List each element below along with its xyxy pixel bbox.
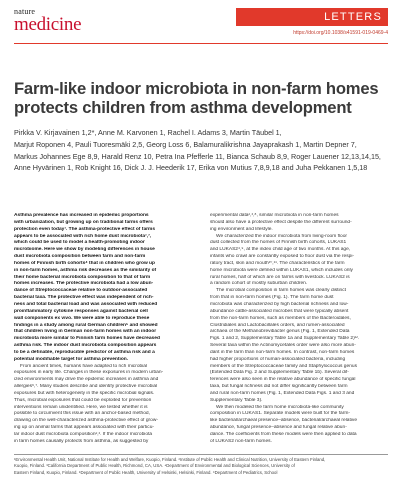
body-text-line: homes increases. The protective microbiota had a low abun- <box>14 281 154 287</box>
body-text-line: microbiota more similar to Finnish farm homes have decreased <box>14 336 160 342</box>
body-text-line: We then modeled the farm home microbiota-like community <box>216 404 344 410</box>
body-text-line: findings in a study among rural German children⁵ and showed <box>14 322 158 328</box>
body-text-line: microbiome. Here we show by modeling differences in house <box>14 247 155 253</box>
body-text-line: should also have a protective effect despite the different surround- <box>210 219 352 225</box>
body-text-line: wall components ex vivo. We were able to reproduce these <box>14 315 150 321</box>
body-text-line: from that in non-farm homes (Fig. 1). The farm home dust <box>210 295 334 301</box>
body-text-line: taxa, but fungal richness did not differ significantly between farm <box>210 384 348 390</box>
article-title <box>14 79 390 117</box>
body-text-line: like bacterial/archaeal presence–absence, bacterial/archaeal relative <box>210 418 358 424</box>
body-text-line: appears to be associated with rich home dust microbiota²,³, <box>14 233 151 239</box>
body-text-line: Figs. 1 and 2, Supplementary Table 1a and Supplementary Table 2)¹². <box>210 336 360 342</box>
journal-brand-bottom: medicine <box>14 14 82 35</box>
body-text-line: Supplementary Table 3). <box>210 397 263 403</box>
body-text-line: with urbanization, but growing up on traditional farms offers <box>14 219 153 225</box>
body-text-line: dust collected from the homes of Finnish birth cohorts, LUKAS1 <box>210 240 347 246</box>
body-text-line: dant in the farm than non-farm homes. In contrast, non-farm homes <box>210 349 355 355</box>
body-text-line: lar indoor dust microbiota composition²,³. If the indoor microbiota <box>14 432 153 437</box>
body-text-line: in farm homes causally protects from asthma, as suggested by <box>14 438 149 444</box>
body-text-line: (Extended Data Fig. 2 and Supplementary Table 1b). Several dif- <box>210 370 349 376</box>
body-text-line: interventions remain unidentified. Here, we tested whether it is <box>14 404 148 410</box>
body-text-line: composition in LUKAS1. Separate models were built for the farm- <box>210 411 350 417</box>
body-text-line: allergies⁶,⁷. Many studies describe and identify protective microbial <box>14 384 158 390</box>
body-text-line: microbiota was characterized by high bacterial richness and low- <box>210 301 349 307</box>
body-text-line: to be a definable, reproducible predictor of asthma risk and a <box>14 349 155 355</box>
affiliation-line: Kuopio, Finland. ³California Department of Public Health, Richmond, CA, USA. ⁴Department of Environmental and Biological Sciences, University of <box>14 463 295 469</box>
body-text-line: ing up on animal farms that appears associated with their particu- <box>14 425 155 431</box>
body-text-line: archaea of the Methanobrevibacter genus (Fig. 1, Extended Data <box>210 329 350 335</box>
body-text-line: ing environment and lifestyle. <box>210 226 273 232</box>
title-line: Farm-like indoor microbiota in non-farm homes <box>14 79 379 98</box>
body-text-line: that children living in German non-farm homes with an indoor <box>14 329 157 335</box>
body-text-line: bacterial taxa. The protective effect was independent of rich- <box>14 295 154 301</box>
body-text-line: proinflammatory cytokine responses against bacterial cell <box>14 308 148 314</box>
body-text-line: had higher proportions of human-associated bacteria, including <box>210 356 346 362</box>
body-text-line: Asthma prevalence has increased in epidemic proportions <box>14 213 149 218</box>
body-text-line: ized environments may drive the epidemic increases in asthma and <box>14 377 159 383</box>
body-text-line: potential modifiable target for asthma prevention. <box>14 356 129 362</box>
body-text-line: Thus, microbial exposures that could be exploited for prevention <box>14 397 152 403</box>
left-column <box>14 213 194 446</box>
body-text-line: infants who crawl are constantly exposed to floor dust via the respi- <box>210 254 355 260</box>
body-text-line: drawing on the well-characterized asthma-protective effect of grow- <box>14 418 158 424</box>
body-text-line: exposures but with heterogeneity in the specific microbial signals. <box>14 390 155 396</box>
body-text-line: home microbiota were defined within LUKAS1, which includes only <box>210 267 353 273</box>
body-text-line: in non-farm homes, asthma risk decreases as the similarity of <box>14 267 157 273</box>
body-text-line: We characterized the indoor microbiota from living-room floor <box>216 233 348 239</box>
body-text-line: from the non-farm homes, such as members of the Bacteroidales, <box>210 315 351 321</box>
body-text-line: The microbial composition in farm homes was clearly distinct <box>216 288 347 294</box>
body-text-line: dance. The coefficients from these models were then applied to data <box>210 432 357 437</box>
affiliations <box>14 457 390 476</box>
body-text-line: rural homes, half of which are on farms with livestock. LUKAS2 is <box>210 274 350 280</box>
author-line: Markus Johannes Ege 8,9, Harald Renz 10, Petra Ina Pfefferle 11, Bianca Schaub 8,9, Roger Lauener 12,13,14,15, <box>14 151 381 161</box>
body-text-line: a random cohort of mostly suburban children. <box>210 281 308 287</box>
body-text-line: Several taxa within the Actinomycetales order were also more abun- <box>210 343 356 349</box>
body-text-line: and LUKAS2⁴,⁹, at the index child age of two months. At this age, <box>210 247 351 253</box>
body-text-line: protection even today¹. The asthma-protective effect of farms <box>14 226 156 232</box>
header-rule <box>14 43 388 44</box>
doi-link[interactable]: https://doi.org/10.1038/s41591-019-0469-4 <box>293 30 388 36</box>
author-line: Anne Hyvärinen 1, Rob Knight 16, Dick J. J. Heederik 17, Erika von Mutius 7,8,9,18 and Juha Pekkanen 1,5,18 <box>14 163 368 173</box>
body-text-line: abundance cattle-associated microbes that were typically absent <box>210 308 349 314</box>
author-line: Marjut Roponen 4, Pauli Tuoresmäki 2,5, Georg Loss 6, Balamuralikrishna Jayaprakash 1, Martin Depner 7, <box>14 139 357 149</box>
affiliation-line: Eastern Finland, Kuopio, Finland. ⁵Department of Public Health, University of Helsinki, Helsinki, Finland. ⁶Department of Pediatrics, School <box>14 469 278 475</box>
body-text-line: Clostridiales and Lactobacillales orders, and rumen-associated <box>210 322 345 328</box>
body-text-line: ferences were also seen in the relative abundance of specific fungal <box>210 377 356 383</box>
footnote-rule <box>14 454 388 455</box>
body-text-line: dance of Streptococcaceae relative to outdoor-associated <box>14 288 148 294</box>
body-text-line: and rural non-farm homes (Fig. 1, Extended Data Figs. 1 and 3 and <box>210 390 355 396</box>
body-text-line: of LUKAS2 non-farm homes. <box>210 438 272 444</box>
author-list <box>14 127 390 174</box>
body-text-line: which could be used to model a health-promoting indoor <box>14 240 145 246</box>
section-label: LETTERS <box>236 8 388 26</box>
body-text-line: exposures in early life. Changes in these exposures in modern urban- <box>14 370 164 376</box>
author-line: Pirkka V. Kirjavainen 1,2*, Anne M. Karvonen 1, Rachel I. Adams 3, Martin Täubel 1, <box>14 128 282 137</box>
right-column <box>210 213 390 446</box>
journal-brand-top: nature <box>14 7 36 16</box>
journal-logo[interactable] <box>14 8 81 34</box>
body-text-line: From ancient times, humans have adapted to rich microbial <box>20 363 148 369</box>
body-text-line: experimental data²,³,⁸, similar microbiota in non-farm homes <box>210 213 339 218</box>
body-text-line: asthma risk. The indoor dust microbiota composition appears <box>14 343 157 349</box>
body-text-line: ratory tract, skin and mouth¹⁰,¹¹. The characteristics of the farm <box>210 260 345 266</box>
body-text-line: dust microbiota composition between farm and non-farm <box>14 254 146 260</box>
body-text-line: possible to circumvent this issue with an anchor-based method, <box>14 411 150 417</box>
body-text-line: homes of Finnish birth cohorts⁴ that in children who grow up <box>14 260 155 266</box>
body-text-line: members of the Streptococcaceae family and Staphylococcus genus <box>210 363 358 369</box>
body-text-line: ness and total bacterial load and was associated with reduced <box>14 301 158 307</box>
body-text-line: their home bacterial microbiota composition to that of farm <box>14 274 151 280</box>
affiliation-line: ¹Environmental Health Unit, National Institute for Health and Welfare, Kuopio, Finland. ²Institute of Public Health and Clinical Nutrition, University of Eastern Finland, <box>14 457 326 462</box>
title-line: protects children from asthma development <box>14 98 352 117</box>
body-text-line: abundance, fungal presence–absence and fungal relative abun- <box>210 425 347 431</box>
